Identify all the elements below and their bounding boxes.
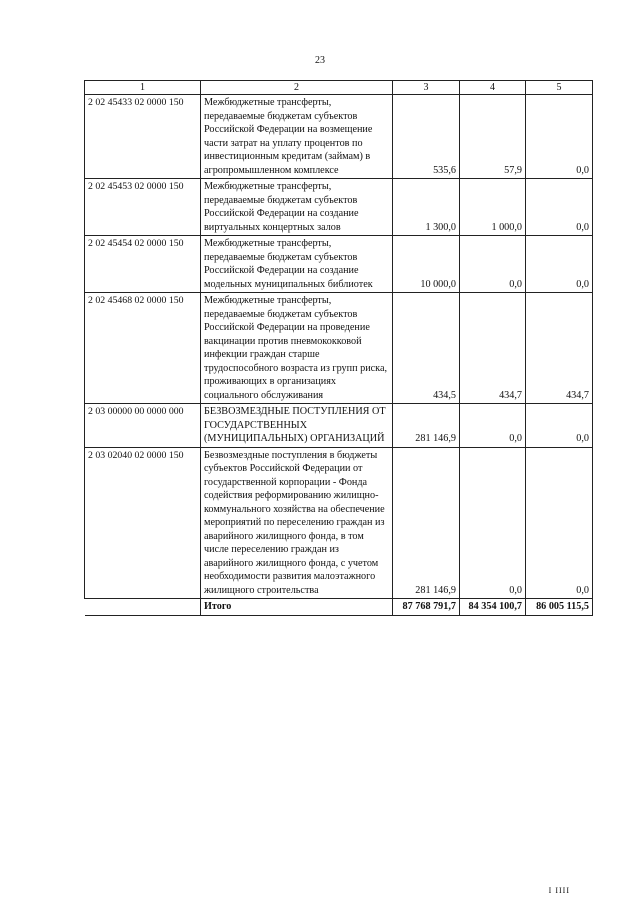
page-number: 23 [315, 55, 325, 66]
table-row [85, 293, 593, 404]
row-code: 2 02 45468 02 0000 150 [85, 293, 201, 404]
footer-barcode-mark: I IIII [548, 886, 570, 895]
header-col-4: 4 [460, 81, 526, 95]
row-value-col4: 0,0 [460, 404, 526, 448]
row-name: Межбюджетные трансферты, передаваемые бюджетам субъектов Российской Федерации на проведение вакцинации против пневмококковой инфекции граждан старше трудоспособного возраста из групп риска, проживающих в организациях социального обслуживания [201, 293, 393, 404]
row-name: Межбюджетные трансферты, передаваемые бюджетам субъектов Российской Федерации на создание виртуальных концертных залов [201, 179, 393, 236]
table-row [85, 95, 593, 179]
table-row [85, 236, 593, 293]
row-name: Межбюджетные трансферты, передаваемые бюджетам субъектов Российской Федерации на возмещение части затрат на уплату процентов по инвестиционным кредитам (займам) в агропромышленном комплексе [201, 95, 393, 179]
row-value-col3: 535,6 [393, 95, 460, 179]
table-row [85, 404, 593, 448]
row-value-col4: 0,0 [460, 236, 526, 293]
total-value-col5: 86 005 115,5 [526, 599, 593, 616]
total-value-col3: 87 768 791,7 [393, 599, 460, 616]
row-code: 2 02 45453 02 0000 150 [85, 179, 201, 236]
row-name: Безвозмездные поступления в бюджеты субъектов Российской Федерации от государственной корпорации - Фонда содействия реформированию жилищно-коммунального хозяйства на обеспечение мероприятий по переселению граждан из аварийного жилищного фонда, в том числе переселению граждан из аварийного жилищного фонда, с учетом необходимости развития малоэтажного жилищного строительства [201, 447, 393, 599]
row-code: 2 02 45454 02 0000 150 [85, 236, 201, 293]
total-row [85, 599, 593, 616]
row-value-col5: 0,0 [526, 447, 593, 599]
row-value-col3: 434,5 [393, 293, 460, 404]
header-col-3: 3 [393, 81, 460, 95]
row-value-col3: 281 146,9 [393, 404, 460, 448]
row-value-col4: 0,0 [460, 447, 526, 599]
budget-table [84, 80, 593, 616]
row-value-col5: 0,0 [526, 404, 593, 448]
row-code: 2 03 02040 02 0000 150 [85, 447, 201, 599]
header-col-5: 5 [526, 81, 593, 95]
total-value-col4: 84 354 100,7 [460, 599, 526, 616]
row-value-col4: 57,9 [460, 95, 526, 179]
row-code: 2 02 45433 02 0000 150 [85, 95, 201, 179]
row-value-col5: 0,0 [526, 179, 593, 236]
row-name: Межбюджетные трансферты, передаваемые бюджетам субъектов Российской Федерации на создание модельных муниципальных библиотек [201, 236, 393, 293]
row-value-col3: 281 146,9 [393, 447, 460, 599]
row-value-col5: 0,0 [526, 95, 593, 179]
table-header-row [85, 81, 593, 95]
header-col-2: 2 [201, 81, 393, 95]
header-col-1: 1 [85, 81, 201, 95]
total-label: Итого [201, 599, 393, 616]
total-empty-cell [85, 599, 201, 616]
row-code: 2 03 00000 00 0000 000 [85, 404, 201, 448]
row-value-col5: 0,0 [526, 236, 593, 293]
row-value-col4: 434,7 [460, 293, 526, 404]
table-row [85, 447, 593, 599]
row-value-col3: 10 000,0 [393, 236, 460, 293]
row-value-col4: 1 000,0 [460, 179, 526, 236]
table-row [85, 179, 593, 236]
row-value-col3: 1 300,0 [393, 179, 460, 236]
row-value-col5: 434,7 [526, 293, 593, 404]
row-name: БЕЗВОЗМЕЗДНЫЕ ПОСТУПЛЕНИЯ ОТ ГОСУДАРСТВЕННЫХ (МУНИЦИПАЛЬНЫХ) ОРГАНИЗАЦИЙ [201, 404, 393, 448]
